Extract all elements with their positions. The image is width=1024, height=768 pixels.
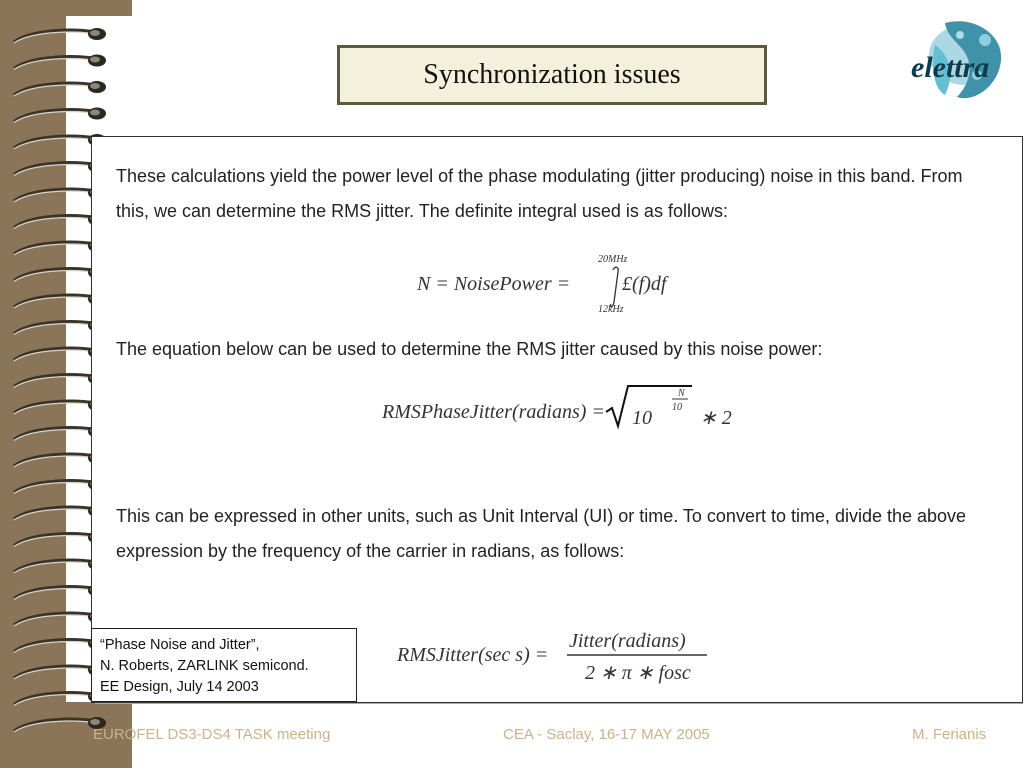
paragraph-1: These calculations yield the power level of the phase modulating (jitter producing) noise in this band. From this, we can determine the RMS jitter. The definite integral used is as follows: [116,166,963,221]
rms-jitter-equation [397,627,727,687]
footer-location-date: CEA - Saclay, 16-17 MAY 2005 [503,726,710,743]
svg-text:2 ∗ π ∗ fosc: 2 ∗ π ∗ fosc [585,662,691,684]
svg-text:10: 10 [632,407,652,429]
svg-text:∗ 2: ∗ 2 [700,407,732,429]
spiral-ring [14,108,106,123]
spiral-ring [14,81,106,96]
reference-line-1: “Phase Noise and Jitter”, [100,637,260,653]
svg-text:N = NoisePower =: N = NoisePower = [417,273,571,295]
footer-author: M. Ferianis [912,726,987,743]
slide-title-box [337,45,767,105]
svg-text:12kHz: 12kHz [598,304,624,312]
svg-text:20MHz: 20MHz [598,254,628,265]
reference-box [91,628,357,702]
reference-line-3: EE Design, July 14 2003 [100,679,259,695]
svg-text:RMSJitter(sec s) =: RMSJitter(sec s) = [397,644,549,666]
logo-text: elettra [911,51,990,84]
svg-text:Jitter(radians): Jitter(radians) [569,630,686,652]
spiral-ring [14,55,106,70]
spiral-ring [14,28,106,43]
reference-line-2: N. Roberts, ZARLINK semicond. [100,658,309,674]
slide-title: Synchronization issues [423,59,681,90]
elettra-logo [905,15,1010,110]
content-panel [91,136,1023,703]
paragraph-3: This can be expressed in other units, such as Unit Interval (UI) or time. To convert to time, divide the above expression by the frequency of the carrier in radians, as follows: [116,506,967,561]
svg-text:£(f)df: £(f)df [622,273,667,295]
svg-text:10: 10 [672,402,682,413]
svg-text:RMSPhaseJitter(radians) =: RMSPhaseJitter(radians) = [382,401,605,423]
footer-event: EUROFEL DS3-DS4 TASK meeting [93,726,331,743]
paragraph-2: The equation below can be used to determine the RMS jitter caused by this noise power: [116,339,823,359]
rms-phase-jitter-equation [382,382,742,432]
noise-power-equation [417,252,717,312]
svg-text:N: N [678,388,685,399]
